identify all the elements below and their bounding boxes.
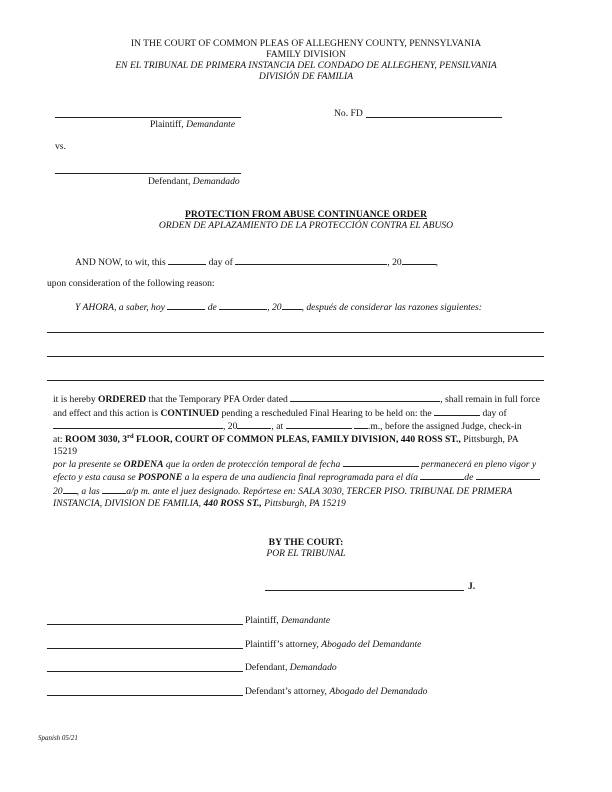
hearing-day-field[interactable] [434,407,480,416]
hearing-year-field[interactable] [237,420,271,429]
division-en: FAMILY DIVISION [266,49,346,60]
defendant-attorney-label: Defendant’s attorney, Abogado del Demandado [245,686,428,697]
case-number-label: No. FD [334,108,363,119]
plaintiff-signature-line[interactable] [47,624,243,625]
court-name-es: EN EL TRIBUNAL DE PRIMERA INSTANCIA DEL CONDADO DE ALLEGHENY, PENSILVANIA [115,60,497,71]
judge-signature-line[interactable] [265,590,464,591]
defendant-name-field[interactable] [55,173,241,174]
ano-field[interactable] [282,301,302,310]
order-title-en: PROTECTION FROM ABUSE CONTINUANCE ORDER [185,209,427,220]
reason-line-3[interactable] [47,380,544,381]
year-field[interactable] [402,256,436,265]
and-now-line: AND NOW, to wit, this day of , 20 , [75,257,439,268]
day-field[interactable] [168,256,206,265]
month-field[interactable] [235,256,387,265]
reason-line-1[interactable] [47,332,544,333]
plaintiff-caption-label: Plaintiff, Demandante [150,119,236,130]
por-el-tribunal-label: POR EL TRIBUNAL [266,548,346,559]
plaintiff-attorney-signature-line[interactable] [47,648,243,649]
temporary-order-date-field[interactable] [290,393,440,402]
dia-audiencia-field[interactable] [420,471,464,480]
hearing-time-field[interactable] [286,420,352,429]
fecha-orden-field[interactable] [343,458,419,467]
hearing-month-field[interactable] [53,420,223,429]
order-paragraph-en: it is hereby ORDERED that the Temporary PFA Order dated , shall remain in full force and effect and this action is CONTINUED pending a rescheduled Final Hearing to be held on: the day of , 20 , at .m., before the assigned Judge, check-in at: ROOM 3030, 3rd FLOOR, COURT OF COMMON PLEAS, FAMILY DIVISION, 440 ROSS ST., Pittsburgh, PA 15219 [53,394,540,458]
consideration-label: upon consideration of the following reason: [47,278,215,289]
ano-audiencia-field[interactable] [63,485,77,494]
defendant-attorney-signature-line[interactable] [47,695,243,696]
defendant-signature-line[interactable] [47,671,243,672]
court-name-en: IN THE COURT OF COMMON PLEAS OF ALLEGHENY COUNTY, PENNSYLVANIA [130,38,482,49]
by-the-court-label: BY THE COURT: [268,537,344,548]
reason-line-2[interactable] [47,356,544,357]
defendant-caption-label: Defendant, Demandado [148,176,240,187]
dia-field[interactable] [167,301,205,310]
plaintiff-signature-label: Plaintiff, Demandante [245,615,331,626]
am-pm-field[interactable] [354,420,368,429]
division-es: DIVISIÓN DE FAMILIA [258,71,354,82]
mes-field[interactable] [219,301,267,310]
hora-audiencia-field[interactable] [102,485,126,494]
plaintiff-name-field[interactable] [55,117,241,118]
plaintiff-attorney-label: Plaintiff’s attorney, Abogado del Demandante [245,639,422,650]
defendant-signature-label: Defendant, Demandado [245,662,337,673]
form-version-footer: Spanish 05/21 [38,734,78,742]
mes-audiencia-field[interactable] [476,471,540,480]
order-title-es: ORDEN DE APLAZAMIENTO DE LA PROTECCIÓN CONTRA EL ABUSO [158,220,454,231]
versus-label: vs. [55,141,66,152]
y-ahora-line: Y AHORA, a saber, hoy de , 20 , después de considerar las razones siguientes: [75,302,482,313]
order-paragraph-es: por la presente se ORDENA que la orden de protección temporal de fecha permanecerá en pleno vigor y efecto y esta causa se POSPONE a la espera de una audiencia final reprogramada para el día de 20 , a las a/p m. ante el juez designado. Repórtese en: SALA 3030, TERCER PISO. TRIBUNAL DE PRIMERA INSTANCIA, DIVISION DE FAMILIA, 440 ROSS ST., Pittsburgh, PA 15219 [53,458,561,511]
case-number-field[interactable] [366,117,502,118]
judge-suffix: J. [468,581,476,592]
